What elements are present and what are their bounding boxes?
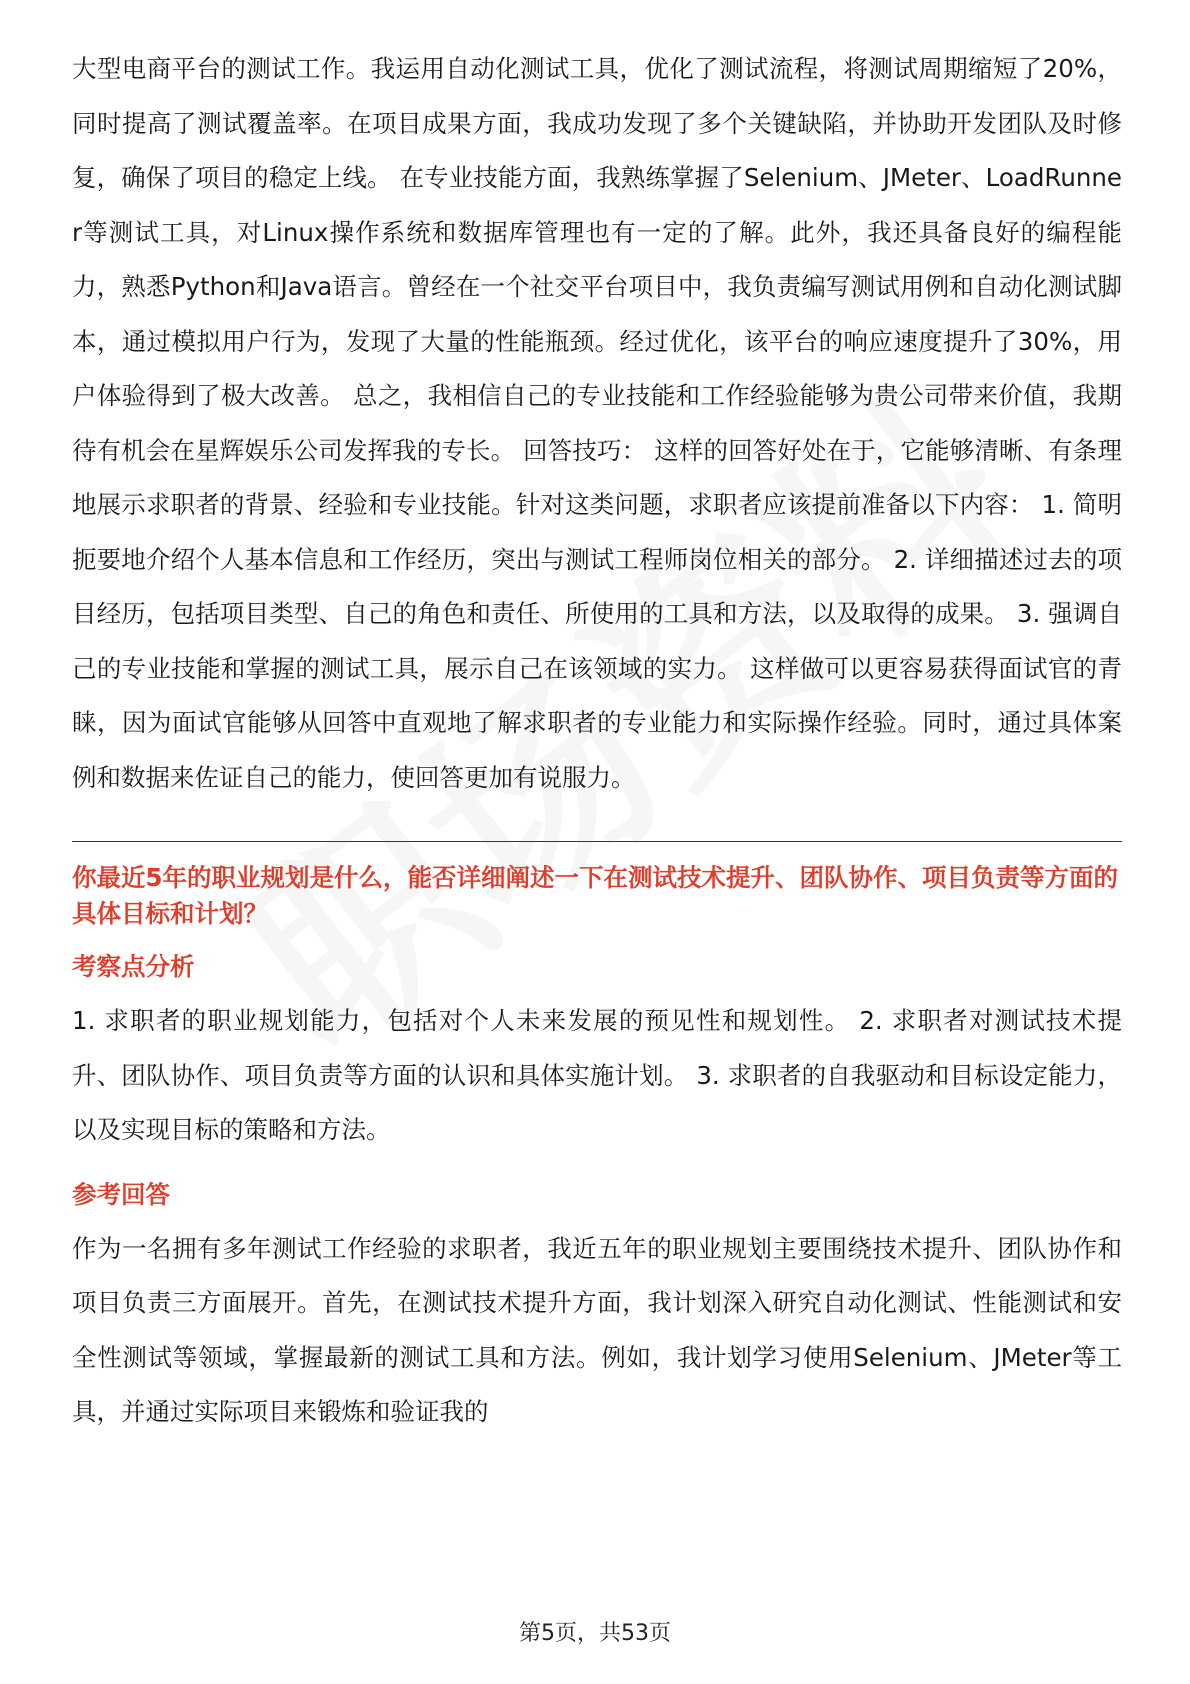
page-footer: 第5页，共53页 bbox=[519, 1621, 671, 1646]
answer-text: 作为一名拥有多年测试工作经验的求职者，我近五年的职业规划主要围绕技术提升、团队协作和项目负责三方面展开。首先，在测试技术提升方面，我计划深入研究自动化测试、性能测试和安全性测试等领域，掌握最新的测试工具和方法。例如，我计划学习使用Selenium、JMeter等工具，并通过实际项目来锻炼和验证我的 bbox=[72, 1233, 1122, 1426]
body-paragraph: 大型电商平台的测试工作。我运用自动化测试工具，优化了测试流程，将测试周期缩短了20%，同时提高了测试覆盖率。在项目成果方面，我成功发现了多个关键缺陷，并协助开发团队及时修复，确保了项目的稳定上线。 在专业技能方面，我熟练掌握了Selenium、JMeter、LoadRunner等测试工具，对Linux操作系统和数据库管理也有一定的了解。此外，我还具备良好的编程能力，熟悉Python和Java语言。曾经在一个社交平台项目中，我负责编写测试用例和自动化测试脚本，通过模拟用户行为，发现了大量的性能瓶颈。经过优化，该平台的响应速度提升了30%，用户体验得到了极大改善。 总之，我相信自己的专业技能和工作经验能够为贵公司带来价值，我期待有机会在星辉娱乐公司发挥我的专长。 回答技巧： 这样的回答好处在于，它能够清晰、有条理地展示求职者的背景、经验和专业技能。针对这类问题，求职者应该提前准备以下内容： 1. 简明扼要地介绍个人基本信息和工作经历，突出与测试工程师岗位相关的部分。 2. 详细描述过去的项目经历，包括项目类型、自己的角色和责任、所使用的工具和方法，以及取得的成果。 3. 强调自己的专业技能和掌握的测试工具，展示自己在该领域的实力。 这样做可以更容易获得面试官的青睐，因为面试官能够从回答中直观地了解求职者的专业能力和实际操作经验。同时，通过具体案例和数据来佐证自己的能力，使回答更加有说服力。 bbox=[72, 54, 1122, 792]
analysis-text: 1. 求职者的职业规划能力，包括对个人未来发展的预见性和规划性。 2. 求职者对测试技术提升、团队协作、项目负责等方面的认识和具体实施计划。 3. 求职者的自我驱动和目标设定能力，以及实现目标的策略和方法。 bbox=[72, 1006, 1122, 1144]
page-content bbox=[72, 42, 1122, 1440]
answer-title: 参考回答 bbox=[72, 1179, 170, 1209]
question-heading: 你最近5年的职业规划是什么，能否详细阐述一下在测试技术提升、团队协作、项目负责等方面的具体目标和计划？ bbox=[72, 863, 1119, 928]
analysis-title: 考察点分析 bbox=[72, 952, 195, 981]
section-divider bbox=[72, 841, 1122, 842]
